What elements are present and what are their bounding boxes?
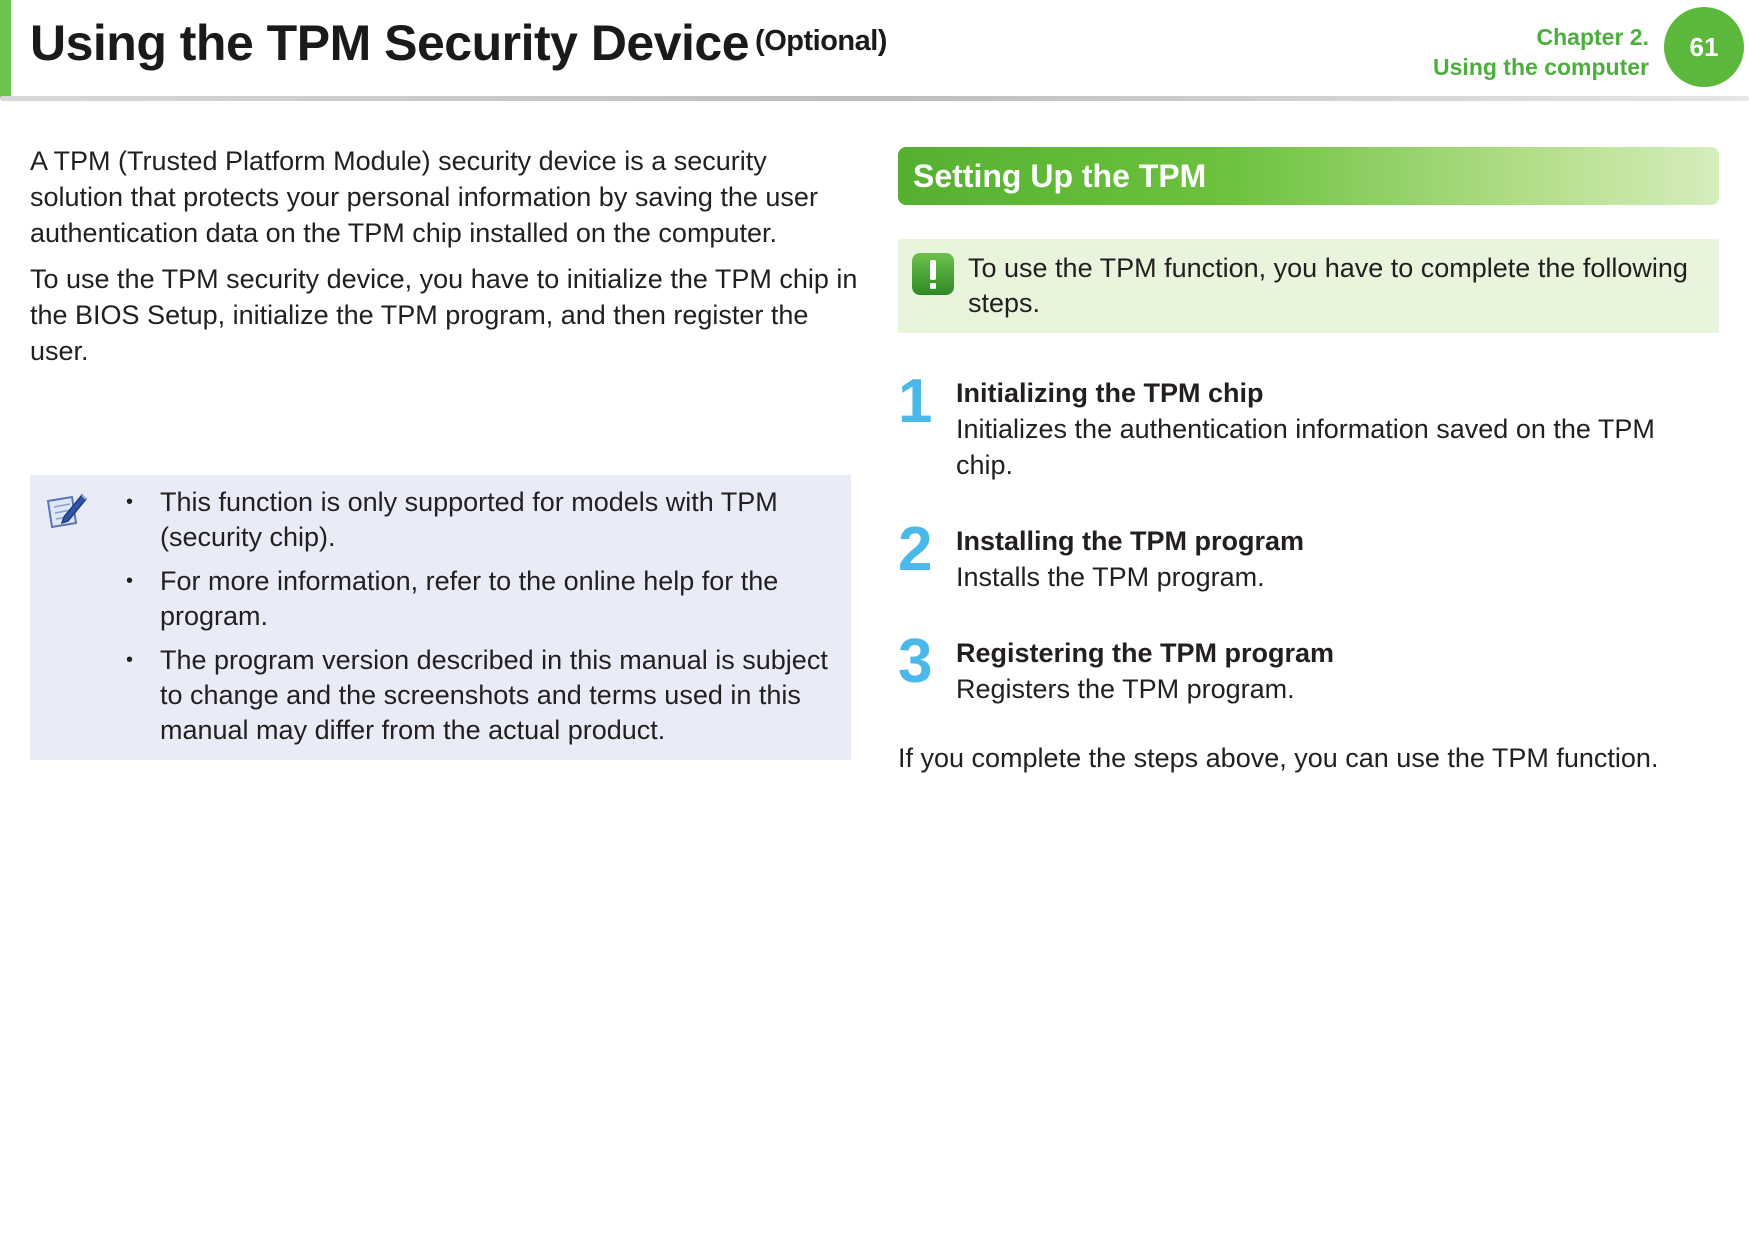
step-item bbox=[898, 367, 1719, 483]
title-divider bbox=[0, 96, 1749, 101]
note-item-text: This function is only supported for models with TPM (security chip). bbox=[160, 487, 778, 552]
step-title: Initializing the TPM chip bbox=[956, 378, 1264, 408]
step-title: Registering the TPM program bbox=[956, 638, 1335, 668]
page-title bbox=[30, 14, 887, 72]
header-accent-bar bbox=[0, 0, 11, 98]
warning-text: To use the TPM function, you have to complete the following steps. bbox=[968, 253, 1688, 318]
page-title-suffix: (Optional) bbox=[755, 25, 887, 57]
page-number-badge: 61 bbox=[1664, 7, 1744, 87]
step-item bbox=[898, 627, 1719, 707]
chapter-label bbox=[1433, 22, 1649, 82]
note-box bbox=[30, 475, 851, 760]
note-list bbox=[100, 485, 845, 757]
step-item bbox=[898, 515, 1719, 595]
step-number: 1 bbox=[898, 367, 933, 436]
note-item-text: The program version described in this manual is subject to change and the screenshots and terms used in this manual may differ from the actual product. bbox=[160, 645, 828, 745]
warning-box bbox=[898, 239, 1719, 333]
note-pencil-icon bbox=[42, 487, 90, 535]
section-heading: Setting Up the TPM bbox=[898, 147, 1719, 205]
step-title: Installing the TPM program bbox=[956, 526, 1305, 556]
step-description: Installs the TPM program. bbox=[956, 562, 1265, 592]
note-item: • The program version described in this manual is subject to change and the screenshots and terms used in this manual may differ from the actual product. bbox=[126, 645, 828, 745]
intro-paragraph-2: To use the TPM security device, you have to initialize the TPM chip in the BIOS Setup, initialize the TPM program, and then register the user. bbox=[30, 264, 858, 366]
intro-paragraph-1: A TPM (Trusted Platform Module) security device is a security solution that protects your personal information by saving the user authentication data on the TPM chip installed on the computer. bbox=[30, 146, 818, 248]
step-description: Registers the TPM program. bbox=[956, 674, 1295, 704]
chapter-title: Using the computer bbox=[1433, 54, 1649, 80]
note-item-text: For more information, refer to the online help for the program. bbox=[160, 566, 779, 631]
page-title-text: Using the TPM Security Device bbox=[30, 15, 750, 71]
step-number: 3 bbox=[898, 627, 933, 696]
step-description: Initializes the authentication information saved on the TPM chip. bbox=[956, 414, 1655, 480]
exclamation-icon bbox=[912, 253, 954, 295]
intro-section bbox=[30, 143, 860, 379]
step-list bbox=[898, 367, 1719, 747]
note-item: • For more information, refer to the online help for the program. bbox=[126, 566, 779, 631]
chapter-number: Chapter 2. bbox=[1536, 24, 1649, 50]
conclusion-text: If you complete the steps above, you can use the TPM function. bbox=[898, 743, 1659, 773]
note-item: • This function is only supported for models with TPM (security chip). bbox=[126, 487, 778, 552]
step-number: 2 bbox=[898, 515, 933, 584]
